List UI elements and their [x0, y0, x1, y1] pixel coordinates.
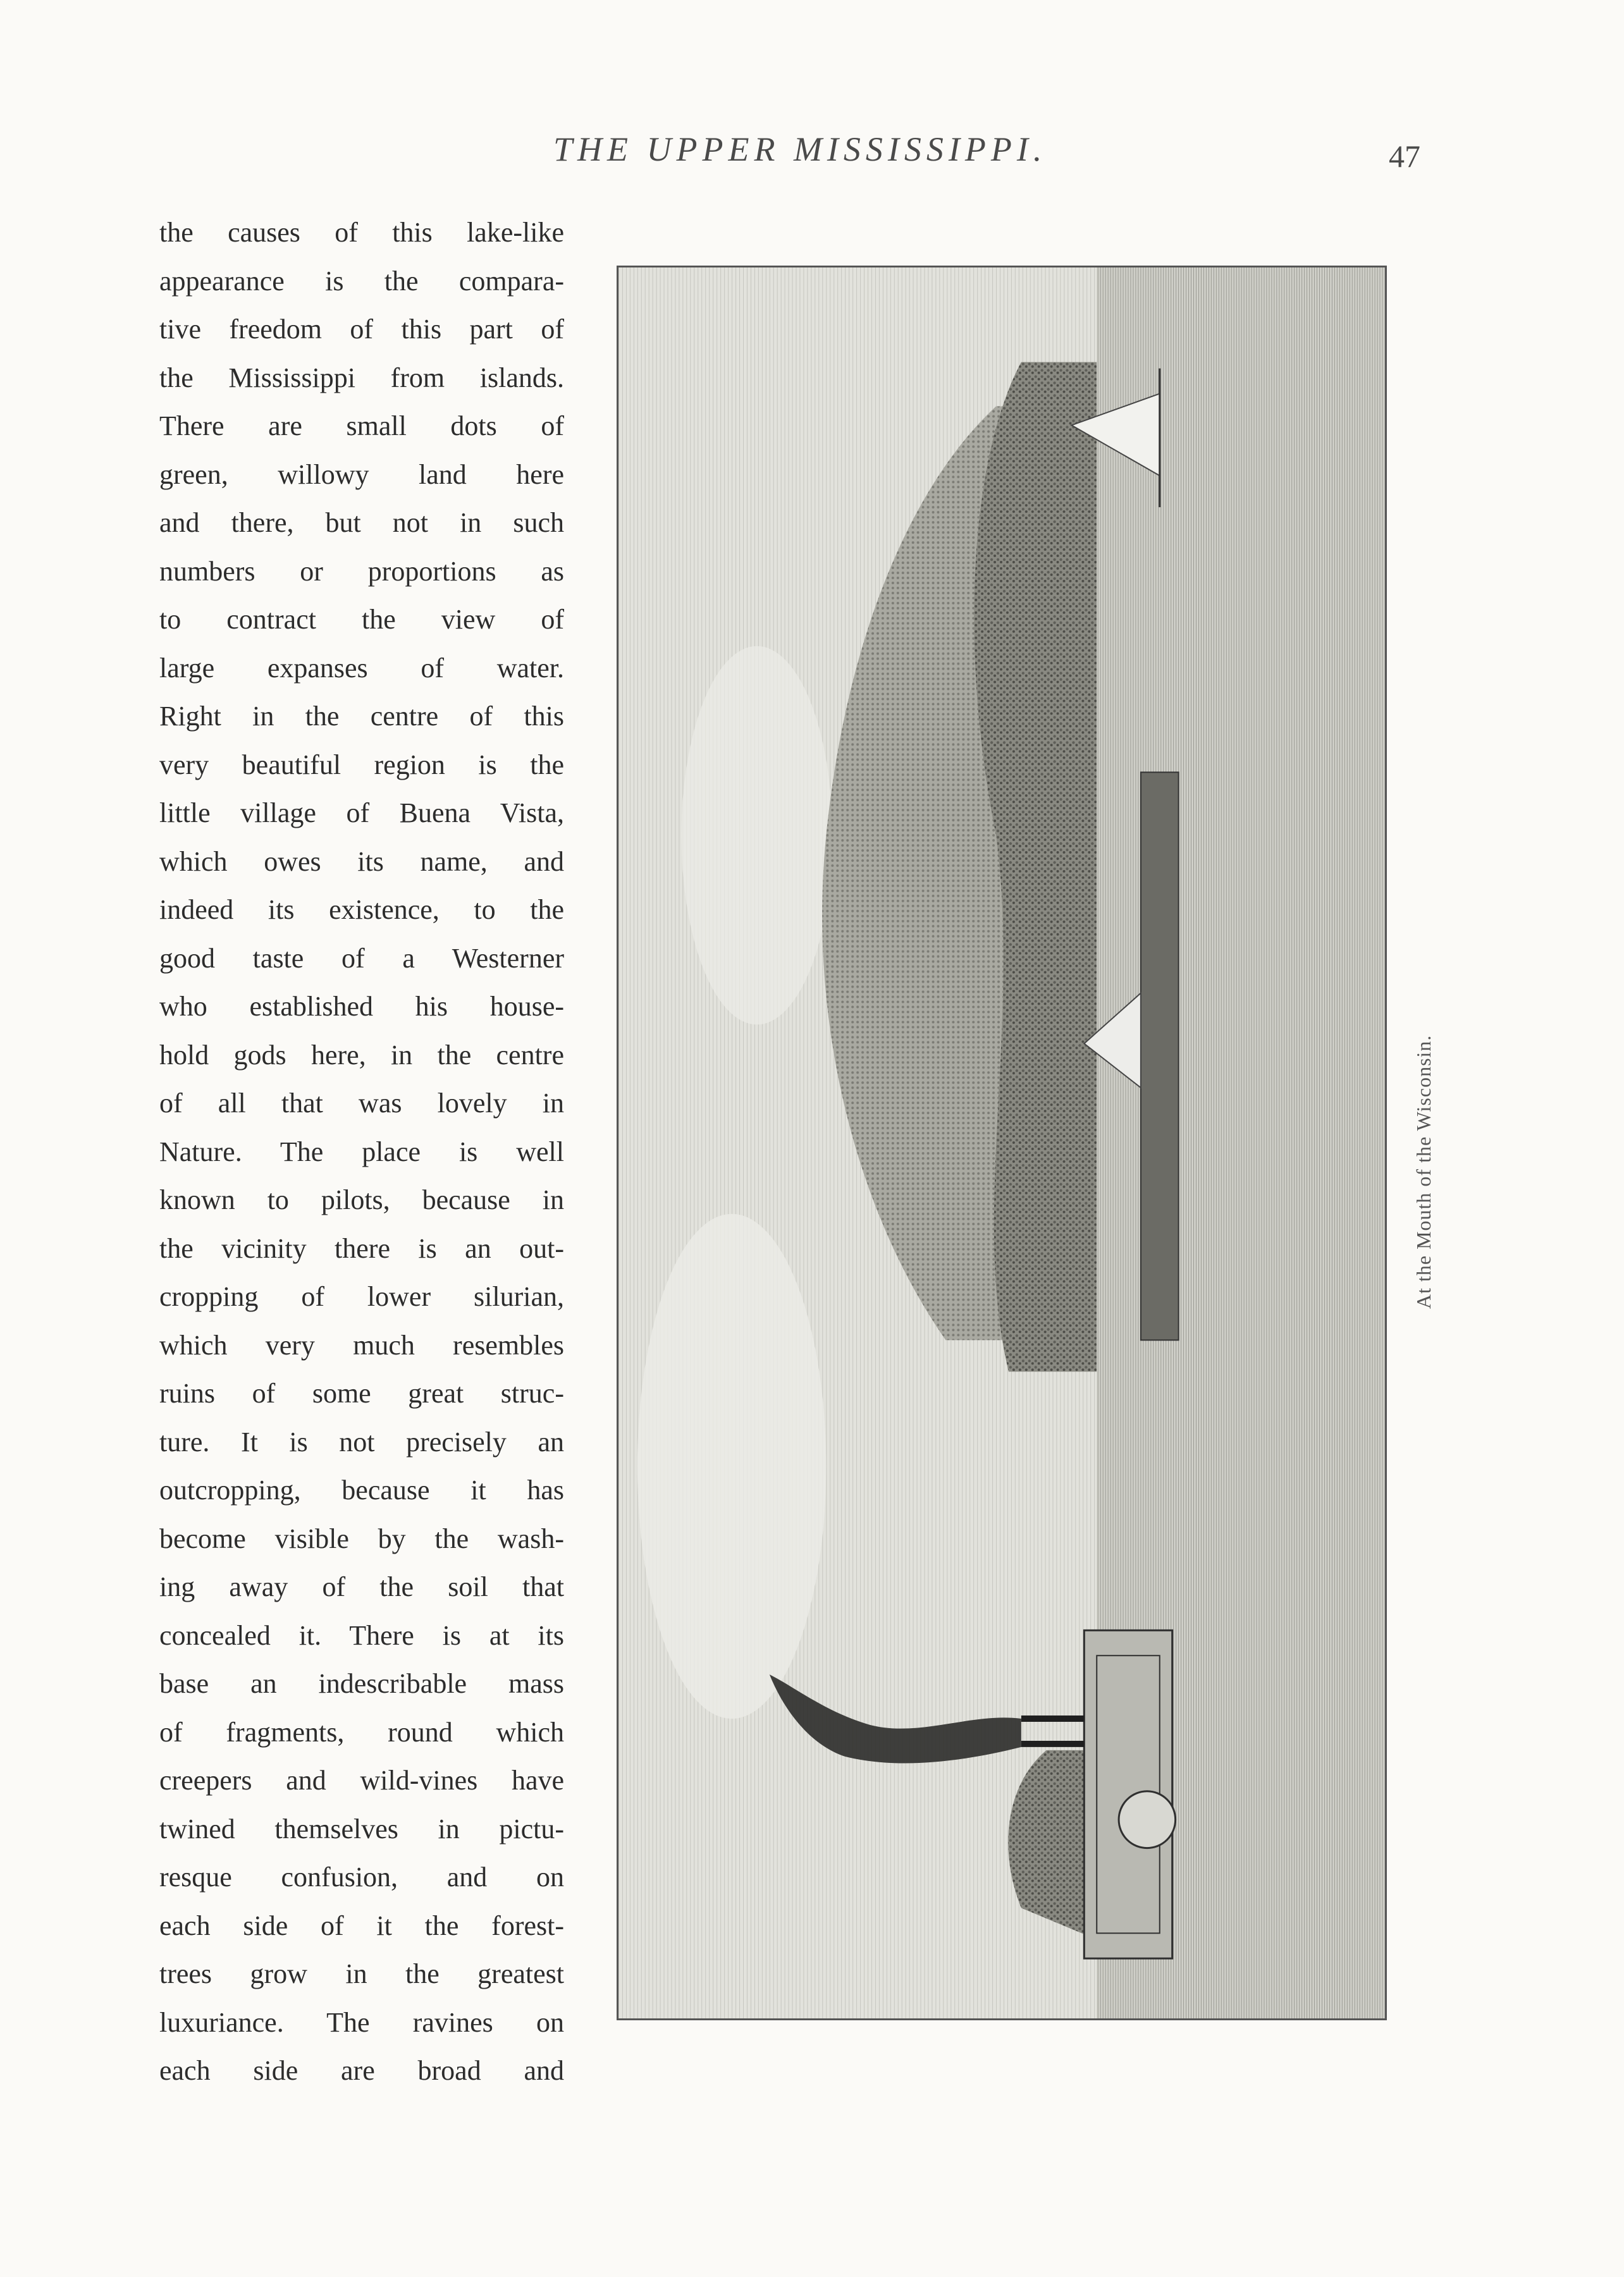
- body-line: outcropping, because it has: [159, 1475, 564, 1506]
- body-line: of fragments, round which: [159, 1716, 564, 1748]
- body-line: and there, but not in such: [159, 507, 564, 538]
- body-line: which very much resembles: [159, 1329, 564, 1361]
- body-line: Nature. The place is well: [159, 1136, 564, 1167]
- body-line: resque confusion, and on: [159, 1862, 564, 1893]
- body-line: to contract the view of: [159, 604, 564, 635]
- body-line: hold gods here, in the centre: [159, 1039, 564, 1071]
- body-text-column: [159, 209, 564, 2096]
- body-line: base an indescribable mass: [159, 1668, 564, 1699]
- page-number: 47: [1389, 138, 1420, 174]
- engraving-illustration: [617, 266, 1387, 2020]
- body-line: good taste of a Westerner: [159, 942, 564, 974]
- body-line: There are small dots of: [159, 410, 564, 441]
- body-line: luxuriance. The ravines on: [159, 2006, 564, 2038]
- body-line: Right in the centre of this: [159, 701, 564, 732]
- cloud-shape: [637, 1214, 827, 1719]
- body-line: the Mississippi from islands.: [159, 362, 564, 393]
- engraving-drawing: [618, 267, 1385, 2018]
- body-line: trees grow in the greatest: [159, 1958, 564, 1989]
- body-line: become visible by the wash-: [159, 1523, 564, 1554]
- body-line: twined themselves in pictu-: [159, 1813, 564, 1844]
- body-line: concealed it. There is at its: [159, 1619, 564, 1651]
- body-line: numbers or proportions as: [159, 555, 564, 587]
- paddle-wheel: [1119, 1791, 1176, 1848]
- body-line: tive freedom of this part of: [159, 314, 564, 345]
- body-line: the causes of this lake-like: [159, 217, 564, 248]
- running-title: THE UPPER MISSISSIPPI.: [553, 130, 1047, 168]
- body-line: each side of it the forest-: [159, 1910, 564, 1941]
- body-line: known to pilots, because in: [159, 1184, 564, 1215]
- illustration-caption: At the Mouth of the Wisconsin.: [1412, 1034, 1435, 1309]
- body-line: cropping of lower silurian,: [159, 1281, 564, 1312]
- body-line: each side are broad and: [159, 2055, 564, 2086]
- body-line: appearance is the compara-: [159, 265, 564, 297]
- body-line: green, willowy land here: [159, 458, 564, 490]
- body-line: ing away of the soil that: [159, 1571, 564, 1602]
- body-line: of all that was lovely in: [159, 1088, 564, 1119]
- body-line: ruins of some great struc-: [159, 1378, 564, 1409]
- body-line: little village of Buena Vista,: [159, 797, 564, 828]
- body-line: large expanses of water.: [159, 652, 564, 684]
- body-line: ture. It is not precisely an: [159, 1426, 564, 1458]
- body-line: which owes its name, and: [159, 845, 564, 877]
- raft-shape: [1141, 772, 1179, 1340]
- body-line: who established his house-: [159, 991, 564, 1022]
- body-line: creepers and wild-vines have: [159, 1765, 564, 1796]
- body-line: the vicinity there is an out-: [159, 1232, 564, 1264]
- body-line: indeed its existence, to the: [159, 894, 564, 925]
- body-line: very beautiful region is the: [159, 749, 564, 780]
- cloud-shape: [682, 646, 833, 1025]
